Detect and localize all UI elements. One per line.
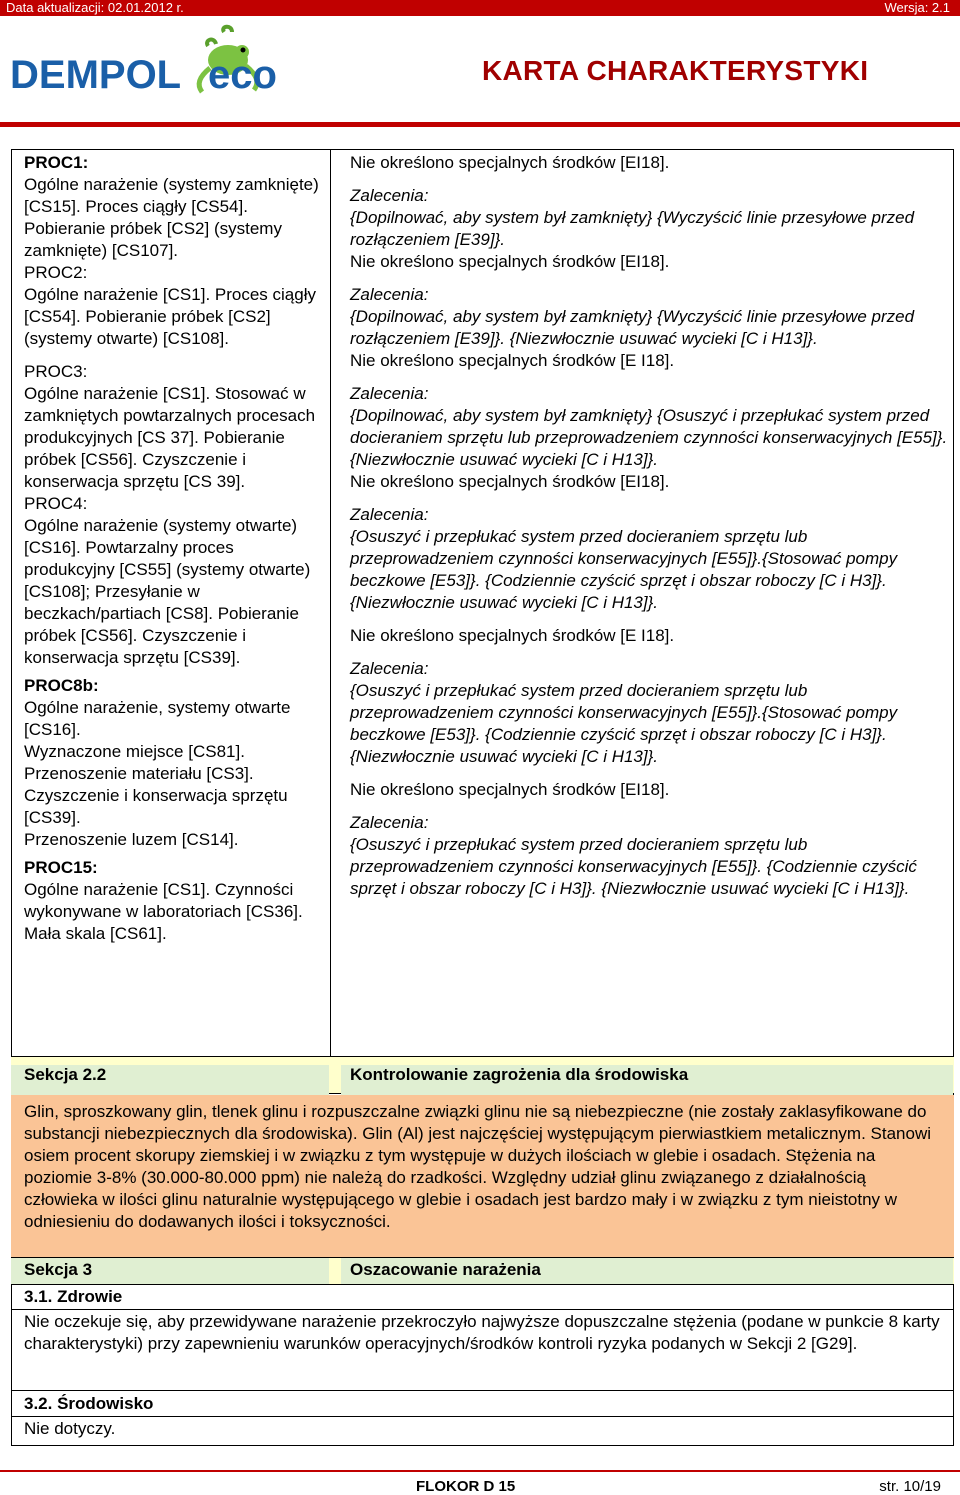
recommendation-text: {Osuszyć i przepłukać system przed docieraniem sprzętu lub przeprowadzeniem czynności konserwacyjnych [E55]}. {Codziennie czyścić sprzęt i obszar roboczy [C i H3]}. {Niezwłocznie usuwać wycieki [C i H13]}. bbox=[350, 835, 917, 898]
section-3-label: Sekcja 3 bbox=[24, 1260, 93, 1279]
section-3-title: Oszacowanie narażenia bbox=[350, 1260, 541, 1279]
proc-title: PROC4: bbox=[24, 494, 88, 513]
logo-text-eco: eco bbox=[208, 53, 277, 97]
section-2-2-label: Sekcja 2.2 bbox=[24, 1065, 107, 1084]
proc-description: Mała skala [CS61]. bbox=[24, 924, 167, 943]
measure-status: Nie określono specjalnych środków [EI18]. bbox=[350, 153, 670, 172]
subsection-environment-title: 3.2. Środowisko bbox=[24, 1394, 154, 1413]
recommendation-text: {Dopilnować, aby system był zamknięty} {Wyczyścić linie przesyłowe przed rozłączeniem [E39]}. {Niezwłocznie usuwać wycieki [C i H13]}. bbox=[350, 307, 915, 348]
measure-status: Nie określono specjalnych środków [E I18]. bbox=[350, 351, 675, 370]
proc-description: Wyznaczone miejsce [CS81]. bbox=[24, 742, 245, 761]
top-bar bbox=[0, 0, 960, 16]
subsection-health-title: 3.1. Zdrowie bbox=[24, 1287, 123, 1306]
version: Wersja: 2.1 bbox=[884, 0, 950, 15]
recommendation-label: Zalecenia: bbox=[350, 186, 429, 205]
dempol-eco-logo bbox=[10, 24, 310, 114]
proc-description: Ogólne narażenie (systemy zamknięte) [CS15]. Proces ciągły [CS54]. Pobieranie próbek [CS2] (systemy zamknięte) [CS107]. bbox=[24, 175, 319, 260]
left-column bbox=[24, 152, 329, 945]
proc-description: Ogólne narażenie [CS1]. Stosować w zamkniętych powtarzalnych procesach produkcyjnych [CS 37]. Pobieranie próbek [CS56]. Czyszczenie i konserwacja sprzętu [CS 39]. bbox=[24, 384, 316, 491]
proc-title: PROC3: bbox=[24, 362, 88, 381]
proc-description: Przenoszenie luzem [CS14]. bbox=[24, 830, 239, 849]
recommendation-text: {Osuszyć i przepłukać system przed docieraniem sprzętu lub przeprowadzeniem czynności konserwacyjnych [E55]}.{Stosować pompy beczkowe [E53]}. {Codziennie czyścić sprzęt i obszar roboczy [C i H3]}.{Niezwłocznie usuwać wycieki [C i H13]}. bbox=[350, 681, 898, 766]
row-divider bbox=[11, 1390, 954, 1391]
measure-status: Nie określono specjalnych środków [EI18]. bbox=[350, 472, 670, 491]
recommendation-label: Zalecenia: bbox=[350, 285, 429, 304]
proc-description: Czyszczenie i konserwacja sprzętu [CS39]. bbox=[24, 786, 288, 827]
proc-title: PROC1: bbox=[24, 153, 89, 172]
proc-title: PROC8b: bbox=[24, 676, 99, 695]
environment-note-text: Glin, sproszkowany glin, tlenek glinu i rozpuszczalne związki glinu nie są niebezpieczne (nie zostały zaklasyfikowane do substancji niebezpiecznych dla środowiska). Glin (Al) jest najczęściej występującym pierwiastkiem metalicznym. Stanowi osiem procent skorupy ziemskiej i w związku z tym występuje w dużych ilościach w glebie i osadach. Stężenia na poziomie 3-8% (30.000-80.000 ppm) nie należą do rzadkości. Względny udział glinu związanego z działalnością człowieka w ilości glinu naturalnie występującego w glebie i osadach jest bardzo mały i w związku z tym nieistotny w odniesieniu do dodawanych ilości i toksyczności. bbox=[24, 1102, 932, 1231]
header-rule bbox=[0, 122, 960, 127]
document-title: KARTA CHARAKTERYSTYKI bbox=[482, 55, 869, 86]
column-divider bbox=[330, 149, 331, 1056]
subsection-health-text: Nie oczekuje się, aby przewidywane narażenie przekroczyło najwyższe dopuszczalne stężenia (podane w punkcie 8 karty charakterystyki) przy zapewnieniu warunków operacyjnych/środków kontroli ryzyka podanych w Sekcji 2 [G29]. bbox=[24, 1312, 940, 1353]
update-date: Data aktualizacji: 02.01.2012 r. bbox=[6, 0, 184, 15]
measure-status: Nie określono specjalnych środków [EI18]. bbox=[350, 252, 670, 271]
recommendation-text: {Dopilnować, aby system był zamknięty} {Osuszyć i przepłukać system przed docieraniem sprzętu lub przeprowadzeniem czynności konserwacyjnych [E55]}.{Niezwłocznie usuwać wycieki [C i H13]}. bbox=[350, 406, 948, 469]
recommendation-label: Zalecenia: bbox=[350, 659, 429, 678]
proc-description: Ogólne narażenie [CS1]. Czynności wykonywane w laboratoriach [CS36]. bbox=[24, 880, 303, 921]
measure-status: Nie określono specjalnych środków [EI18]. bbox=[350, 780, 670, 799]
proc-title: PROC15: bbox=[24, 858, 98, 877]
footer-product-name: FLOKOR D 15 bbox=[416, 1478, 516, 1495]
proc-description: Przenoszenie materiału [CS3]. bbox=[24, 764, 254, 783]
logo-text-dempol: DEMPOL bbox=[10, 53, 182, 97]
proc-description: Ogólne narażenie [CS1]. Proces ciągły [CS54]. Pobieranie próbek [CS2] (systemy otwarte) [CS108]. bbox=[24, 285, 316, 348]
row-divider bbox=[11, 1309, 954, 1310]
recommendation-label: Zalecenia: bbox=[350, 813, 429, 832]
measure-status: Nie określono specjalnych środków [E I18]. bbox=[350, 626, 675, 645]
footer-page-number: str. 10/19 bbox=[879, 1478, 941, 1495]
proc-description: Ogólne narażenie, systemy otwarte [CS16]. bbox=[24, 698, 291, 739]
recommendation-label: Zalecenia: bbox=[350, 505, 429, 524]
recommendation-label: Zalecenia: bbox=[350, 384, 429, 403]
proc-title: PROC2: bbox=[24, 263, 88, 282]
subsection-environment-text: Nie dotyczy. bbox=[24, 1419, 116, 1438]
proc-description: Ogólne narażenie (systemy otwarte) [CS16]. Powtarzalny proces produkcyjny [CS55] (systemy otwarte) [CS108]; Przesyłanie w beczkach/partiach [CS8]. Pobieranie próbek [CS56]. Czyszczenie i konserwacja sprzętu [CS39]. bbox=[24, 516, 311, 667]
row-divider bbox=[11, 1416, 954, 1417]
section-2-2-title: Kontrolowanie zagrożenia dla środowiska bbox=[350, 1065, 689, 1084]
footer-rule bbox=[0, 1470, 960, 1472]
recommendation-text: {Dopilnować, aby system był zamknięty} {Wyczyścić linie przesyłowe przed rozłączeniem [E39]}. bbox=[350, 208, 915, 249]
right-column bbox=[350, 152, 950, 900]
recommendation-text: {Osuszyć i przepłukać system przed docieraniem sprzętu lub przeprowadzeniem czynności konserwacyjnych [E55]}.{Stosować pompy beczkowe [E53]}. {Codziennie czyścić sprzęt i obszar roboczy [C i H3]}. {Niezwłocznie usuwać wycieki [C i H13]}. bbox=[350, 527, 898, 612]
